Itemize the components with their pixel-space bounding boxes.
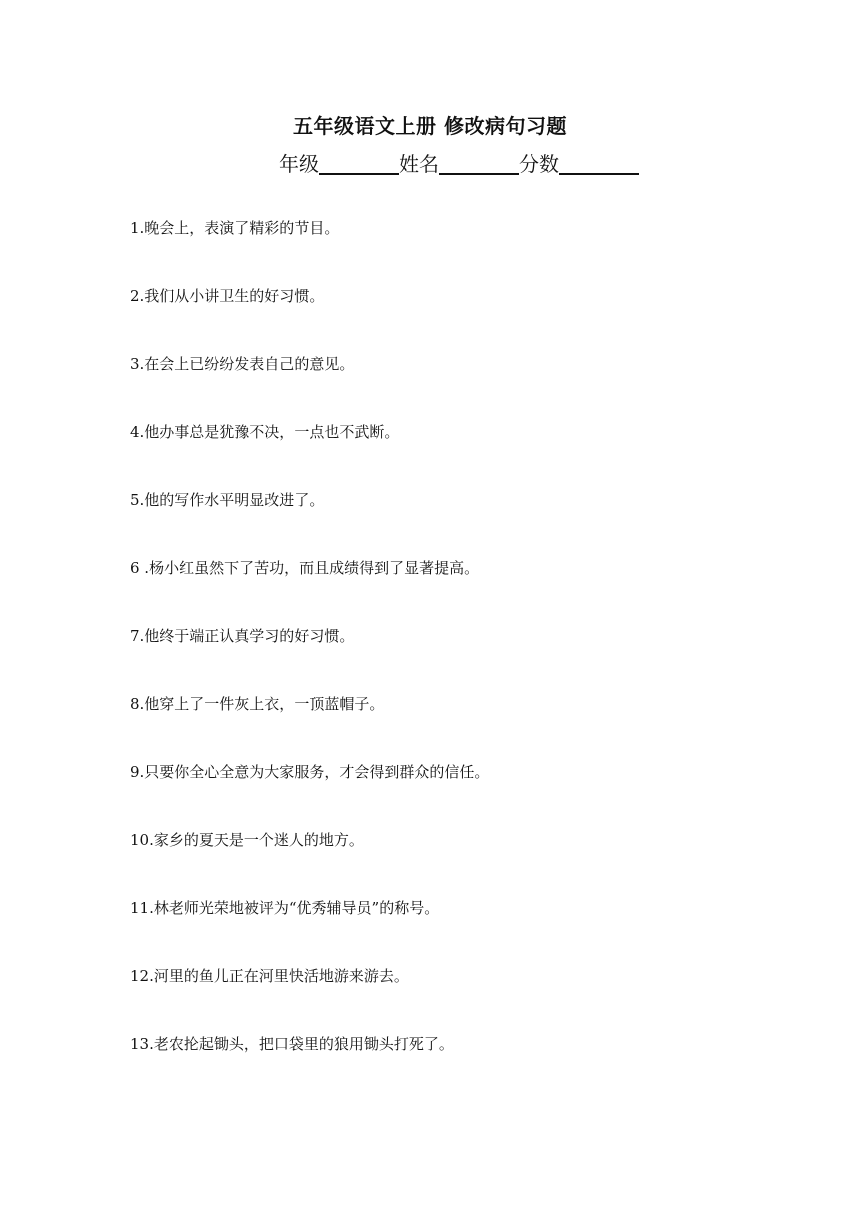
question-item: 2.我们从小讲卫生的好习惯。	[130, 287, 325, 305]
question-item: 11.林老师光荣地被评为“优秀辅导员”的称号。	[130, 899, 440, 917]
question-item: 3.在会上已纷纷发表自己的意见。	[130, 355, 355, 373]
name-blank	[439, 151, 519, 175]
question-item: 4.他办事总是犹豫不决，一点也不武断。	[130, 423, 400, 441]
question-item: 12.河里的鱼儿正在河里快活地游来游去。	[130, 967, 409, 985]
student-info-line	[0, 149, 860, 179]
question-item: 1.晚会上，表演了精彩的节目。	[130, 219, 340, 237]
grade-label: 年级	[279, 152, 319, 176]
question-item: 6 .杨小红虽然下了苦功，而且成绩得到了显著提高。	[130, 559, 480, 577]
question-item: 8.他穿上了一件灰上衣，一顶蓝帽子。	[130, 695, 385, 713]
question-item: 9.只要你全心全意为大家服务，才会得到群众的信任。	[130, 763, 490, 781]
score-blank	[559, 151, 639, 175]
grade-blank	[319, 151, 399, 175]
score-label: 分数	[519, 152, 559, 176]
question-list	[130, 216, 790, 1100]
question-item: 10.家乡的夏天是一个迷人的地方。	[130, 831, 364, 849]
worksheet-title: 五年级语文上册 修改病句习题	[293, 114, 567, 138]
question-item: 13.老农抡起锄头，把口袋里的狼用锄头打死了。	[130, 1035, 454, 1053]
question-item: 7.他终于端正认真学习的好习惯。	[130, 627, 355, 645]
question-item: 5.他的写作水平明显改进了。	[130, 491, 325, 509]
name-label: 姓名	[399, 152, 439, 176]
